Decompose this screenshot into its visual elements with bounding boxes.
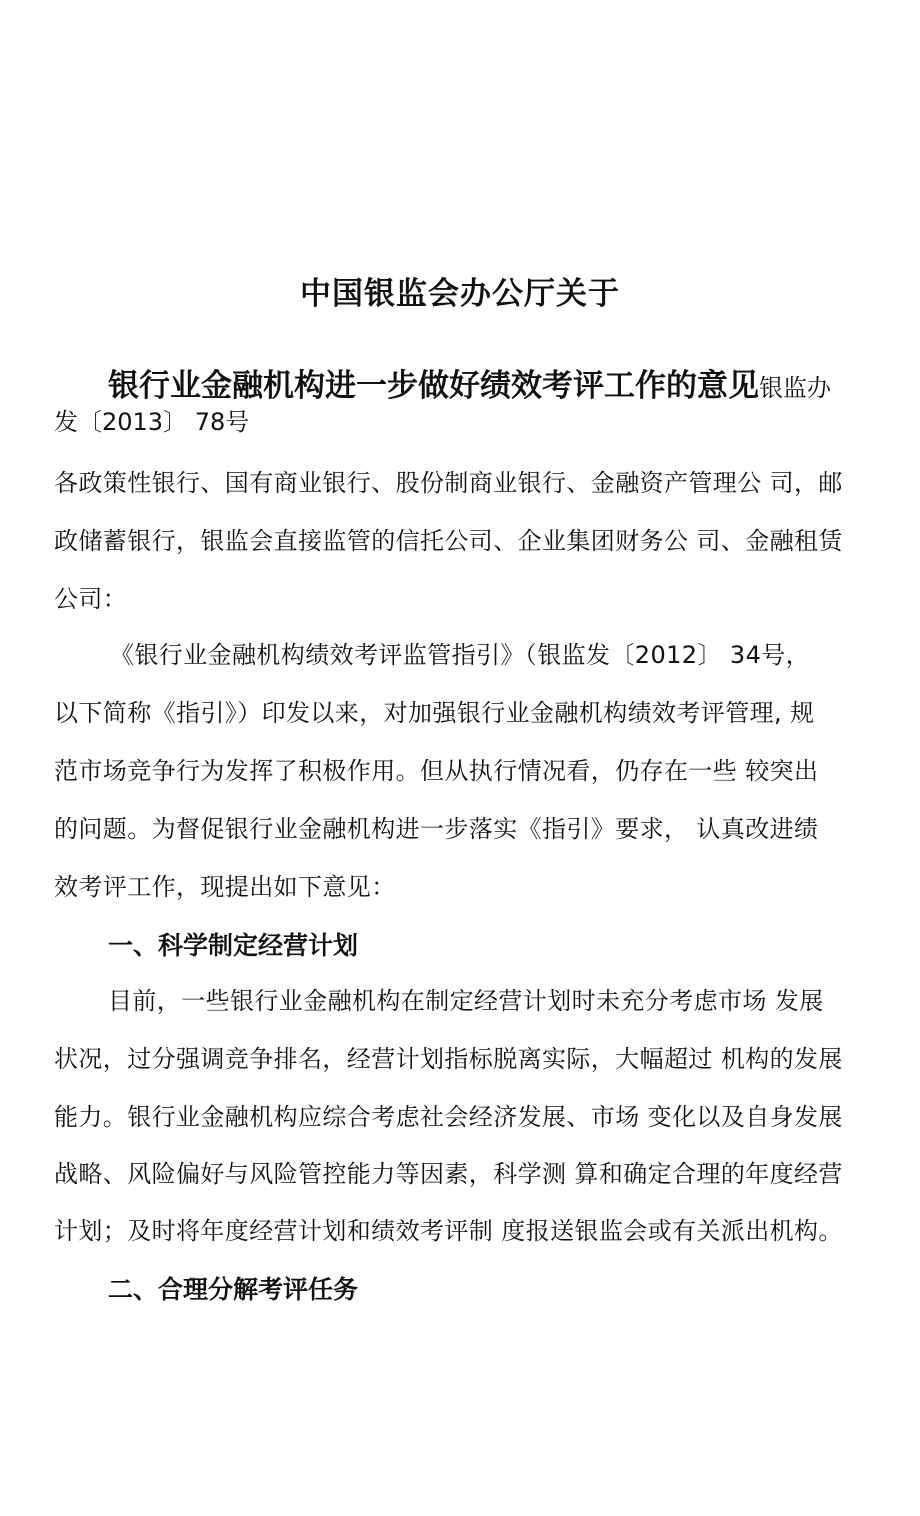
- section-body-line: 目前，一些银行业金融机构在制定经营计划时未充分考虑市场 发展: [108, 987, 824, 1015]
- intro-line: 以下简称《指引》）印发以来，对加强银行业金融机构绩效考评管理, 规: [54, 699, 815, 727]
- intro-line: 的问题。为督促银行业金融机构进一步落实《指引》要求， 认真改进绩: [54, 815, 819, 843]
- addressee-line: 政储蓄银行，银监会直接监管的信托公司、企业集团财务公 司、金融租赁: [54, 527, 843, 555]
- addressee-line: 各政策性银行、国有商业银行、股份制商业银行、金融资产管理公 司，邮: [54, 469, 843, 497]
- document-title: 中国银监会办公厅关于: [300, 276, 620, 312]
- document-subtitle: [108, 360, 888, 405]
- subtitle-text: 银行业金融机构进一步做好绩效考评工作的意见: [108, 368, 759, 404]
- section-body-line: 状况，过分强调竞争排名，经营计划指标脱离实际，大幅超过 机构的发展: [54, 1045, 843, 1073]
- section-body-line: 能力。银行业金融机构应综合考虑社会经济发展、市场 变化以及自身发展: [54, 1103, 843, 1131]
- section-heading: 一、科学制定经营计划: [108, 931, 359, 960]
- doc-number-prefix: 银监办: [759, 374, 831, 402]
- section-body-line: 战略、风险偏好与风险管控能力等因素，科学测 算和确定合理的年度经营: [54, 1160, 843, 1188]
- doc-number: 发〔2013〕 78号: [54, 408, 250, 436]
- section-heading: 二、合理分解考评任务: [108, 1275, 359, 1304]
- intro-line: 《银行业金融机构绩效考评监管指引》（银监发〔2012〕 34号，: [110, 641, 811, 669]
- section-body-line: 计划；及时将年度经营计划和绩效考评制 度报送银监会或有关派出机构。: [54, 1217, 843, 1245]
- addressee-line: 公司：: [54, 585, 128, 613]
- intro-line: 效考评工作，现提出如下意见：: [54, 873, 396, 901]
- intro-line: 范市场竞争行为发挥了积极作用。但从执行情况看，仍存在一些 较突出: [54, 757, 819, 785]
